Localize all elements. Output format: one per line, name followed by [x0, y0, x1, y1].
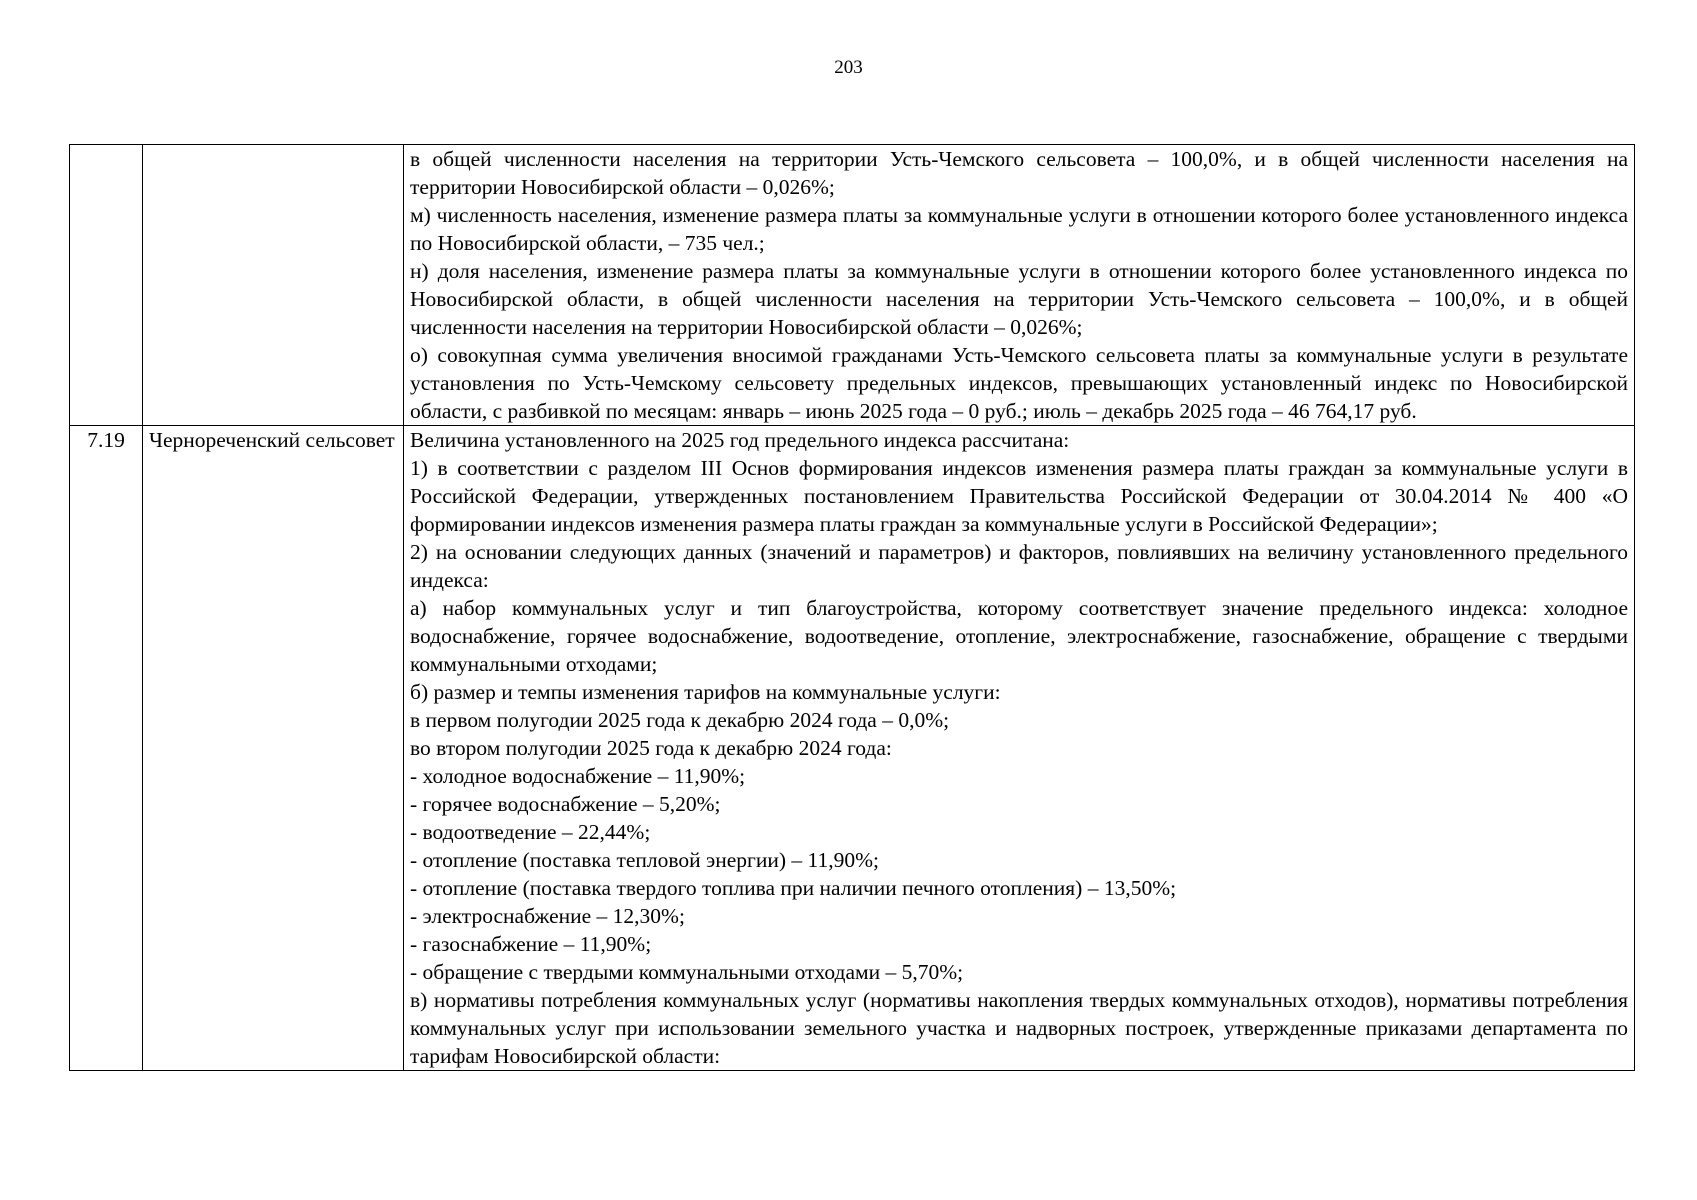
- paragraph: - электроснабжение – 12,30%;: [410, 904, 685, 928]
- table-row: [70, 145, 1635, 426]
- paragraph: - холодное водоснабжение – 11,90%;: [410, 764, 746, 788]
- paragraph: - водоотведение – 22,44%;: [410, 820, 651, 844]
- paragraph: в первом полугодии 2025 года к декабрю 2024 года – 0,0%;: [410, 708, 950, 732]
- municipality-name-cell: [143, 145, 404, 426]
- paragraph: - отопление (поставка тепловой энергии) – 11,90%;: [410, 848, 879, 872]
- paragraph: н) доля населения, изменение размера платы за коммунальные услуги в отношении которого более установленного индекса по Новосибирской области, в общей численности населения на территории Усть-Чемского сельсовета – 100,0%, и в общей численности населения на территории Новосибирской области – 0,026%;: [410, 259, 1628, 339]
- paragraph: в) нормативы потребления коммунальных услуг (нормативы накопления твердых коммунальных отходов), нормативы потребления коммунальных услуг при использовании земельного участка и надворных построек, утвержденные приказами департамента по тарифам Новосибирской области:: [410, 988, 1628, 1068]
- paragraph: 2) на основании следующих данных (значений и параметров) и факторов, повлиявших на величину установленного предельного индекса:: [410, 540, 1628, 592]
- paragraph: - горячее водоснабжение – 5,20%;: [410, 792, 721, 816]
- paragraph: а) набор коммунальных услуг и тип благоустройства, которому соответствует значение предельного индекса: холодное водоснабжение, горячее водоснабжение, водоотведение, отопление, электроснабжение, газоснабжение, обращение с твердыми коммунальными отходами;: [410, 596, 1628, 676]
- table-row: [70, 426, 1635, 1071]
- municipality-name-cell: Чернореченский сельсовет: [143, 426, 404, 1071]
- paragraph: в общей численности населения на территории Усть-Чемского сельсовета – 100,0%, и в общей численности населения на территории Новосибирской области – 0,026%;: [410, 147, 1628, 199]
- paragraph: - обращение с твердыми коммунальными отходами – 5,70%;: [410, 960, 964, 984]
- paragraph: 1) в соответствии с разделом III Основ формирования индексов изменения размера платы граждан за коммунальные услуги в Российской Федерации, утвержденных постановлением Правительства Российской Федерации от 30.04.2014 № 400 «О формировании индексов изменения размера платы граждан за коммунальные услуги в Российской Федерации»;: [410, 456, 1628, 536]
- paragraph: - отопление (поставка твердого топлива при наличии печного отопления) – 13,50%;: [410, 876, 1177, 900]
- paragraph: во втором полугодии 2025 года к декабрю 2024 года:: [410, 736, 892, 760]
- paragraph: б) размер и темпы изменения тарифов на коммунальные услуги:: [410, 680, 1001, 704]
- row-number-cell: [70, 145, 143, 426]
- paragraph: - газоснабжение – 11,90%;: [410, 932, 652, 956]
- row-number-cell: 7.19: [70, 426, 143, 1071]
- description-cell: [404, 426, 1635, 1071]
- description-cell: [404, 145, 1635, 426]
- paragraph: о) совокупная сумма увеличения вносимой гражданами Усть-Чемского сельсовета платы за коммунальные услуги в результате установления по Усть-Чемскому сельсовету предельных индексов, превышающих установленный индекс по Новосибирской области, с разбивкой по месяцам: январь – июнь 2025 года – 0 руб.; июль – декабрь 2025 года – 46 764,17 руб.: [410, 343, 1628, 423]
- paragraph: м) численность населения, изменение размера платы за коммунальные услуги в отношении которого более установленного индекса по Новосибирской области, – 735 чел.;: [410, 203, 1628, 255]
- paragraph: Величина установленного на 2025 год предельного индекса рассчитана:: [410, 428, 1070, 452]
- page-number: 203: [834, 57, 863, 78]
- document-table: [69, 144, 1635, 1071]
